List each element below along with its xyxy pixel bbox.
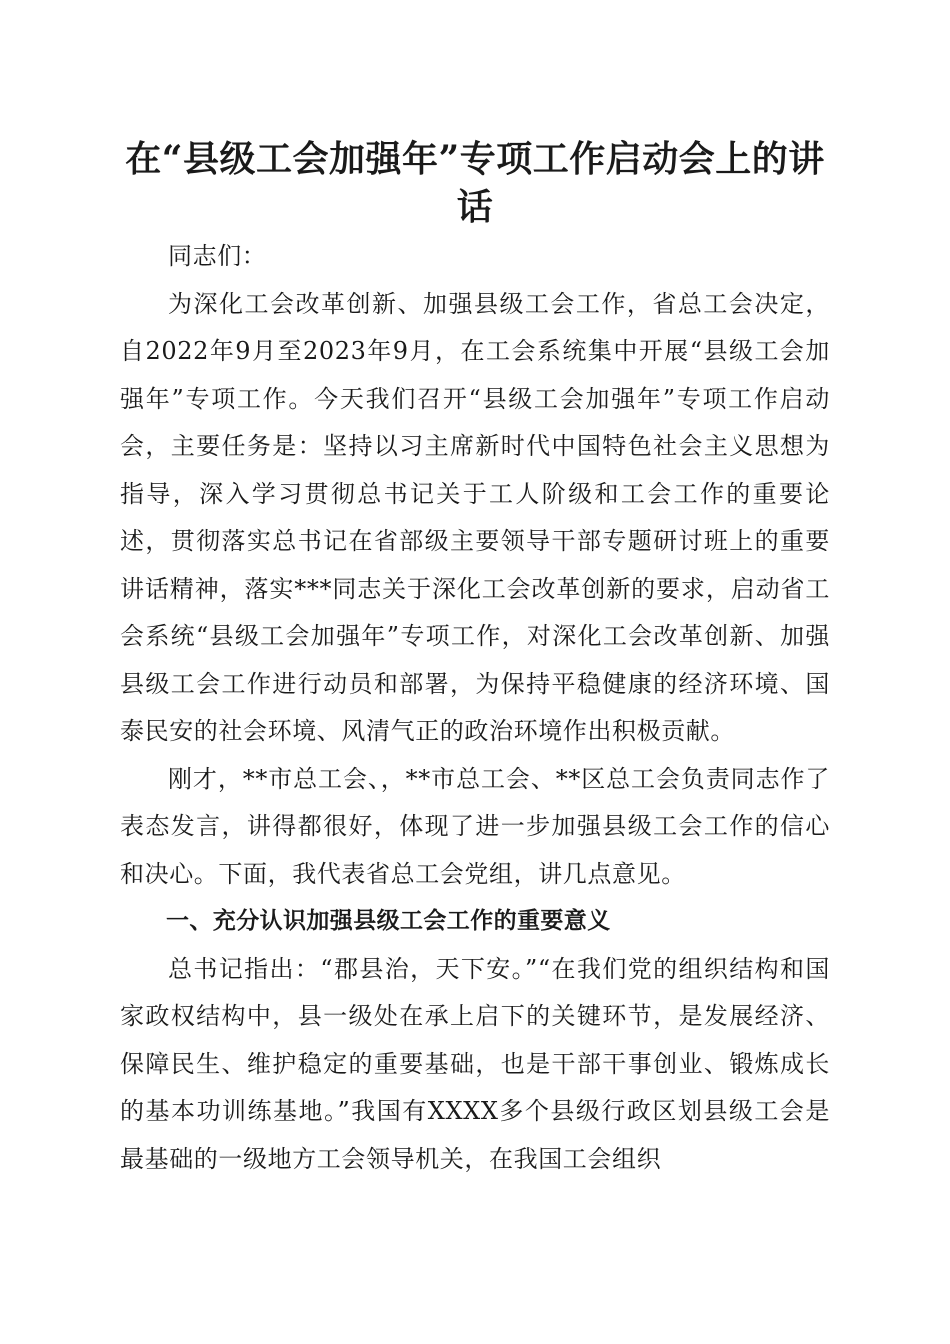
body-paragraph-1: 为深化工会改革创新、加强县级工会工作，省总工会决定，自2022年9月至2023年9月，在工会系统集中开展“县级工会加强年”专项工作。今天我们召开“县级工会加强年”专项工作启动会，主要任务是：坚持以习主席新时代中国特色社会主义思想为指导，深入学习贯彻总书记关于工人阶级和工会工作的重要论述，贯彻落实总书记在省部级主要领导干部专题研讨班上的重要讲话精神，落实***同志关于深化工会改革创新的要求，启动省工会系统“县级工会加强年”专项工作，对深化工会改革创新、加强县级工会工作进行动员和部署，为保持平稳健康的经济环境、国泰民安的社会环境、风清气正的政治环境作出积极贡献。 [120, 289, 830, 745]
section-1-paragraph: 总书记指出：“郡县治，天下安。”“在我们党的组织结构和国家政权结构中，县一级处在承上启下的关键环节，是发展经济、保障民生、维护稳定的重要基础，也是干部干事创业、锻炼成长的基本功训练基地。”我国有XXXX多个县级行政区划县级工会是最基础的一级地方工会领导机关，在我国工会组织 [120, 954, 830, 1173]
document-title: 在“县级工会加强年”专项工作启动会上的讲话 [125, 138, 825, 228]
salutation: 同志们： [168, 242, 267, 270]
body-paragraph-2: 刚才，**市总工会、，**市总工会、**区总工会负责同志作了表态发言，讲得都很好，体现了进一步加强县级工会工作的信心和决心。下面，我代表省总工会党组，讲几点意见。 [120, 764, 830, 888]
section-heading-1: 一、充分认识加强县级工会工作的重要意义 [166, 908, 611, 934]
